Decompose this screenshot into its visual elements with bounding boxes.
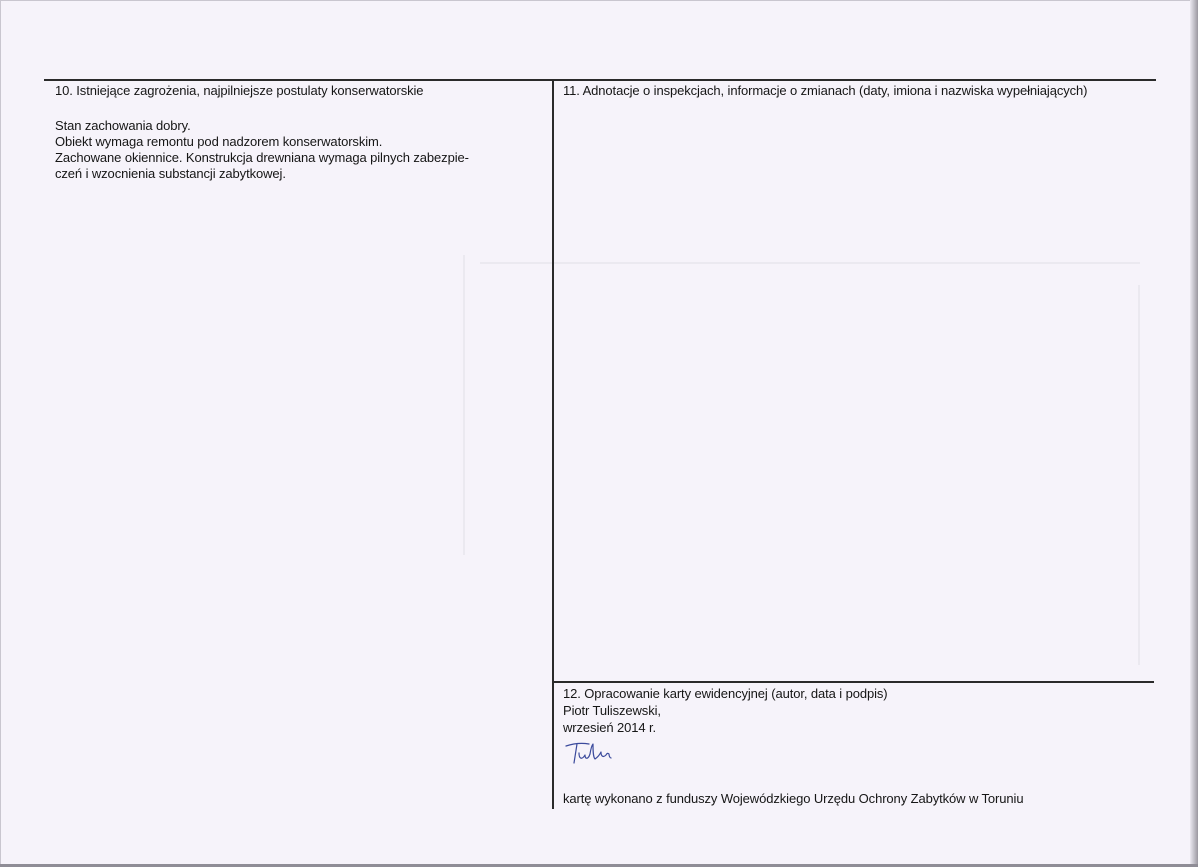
section-10-heading: 10. Istniejące zagrożenia, najpilniejsze postulaty konserwatorskie	[55, 83, 424, 98]
scan-artifact	[480, 262, 1140, 264]
author-name: Piotr Tuliszewski,	[563, 703, 661, 718]
section-10-line: czeń i wzocnienia substancji zabytkowej.	[55, 166, 286, 181]
section-10-line: Obiekt wymaga remontu pod nadzorem konserwatorskim.	[55, 134, 383, 149]
scan-artifact	[1138, 285, 1140, 665]
section-12-heading: 12. Opracowanie karty ewidencyjnej (autor, data i podpis)	[563, 686, 888, 701]
section-12-rule	[553, 681, 1154, 683]
author-date: wrzesień 2014 r.	[563, 720, 657, 735]
section-10-content	[55, 118, 469, 182]
top-rule	[44, 79, 1156, 81]
section-10-line: Stan zachowania dobry.	[55, 118, 191, 133]
section-10-line: Zachowane okiennice. Konstrukcja drewniana wymaga pilnych zabezpie-	[55, 150, 469, 165]
section-11-heading: 11. Adnotacje o inspekcjach, informacje o zmianach (daty, imiona i nazwiska wypełniających)	[563, 83, 1088, 98]
column-divider	[552, 79, 554, 809]
funding-note: kartę wykonano z funduszy Wojewódzkiego Urzędu Ochrony Zabytków w Toruniu	[563, 791, 1024, 806]
scan-edge	[1190, 0, 1198, 867]
handwritten-signature	[563, 738, 633, 768]
scan-artifact	[463, 255, 465, 555]
